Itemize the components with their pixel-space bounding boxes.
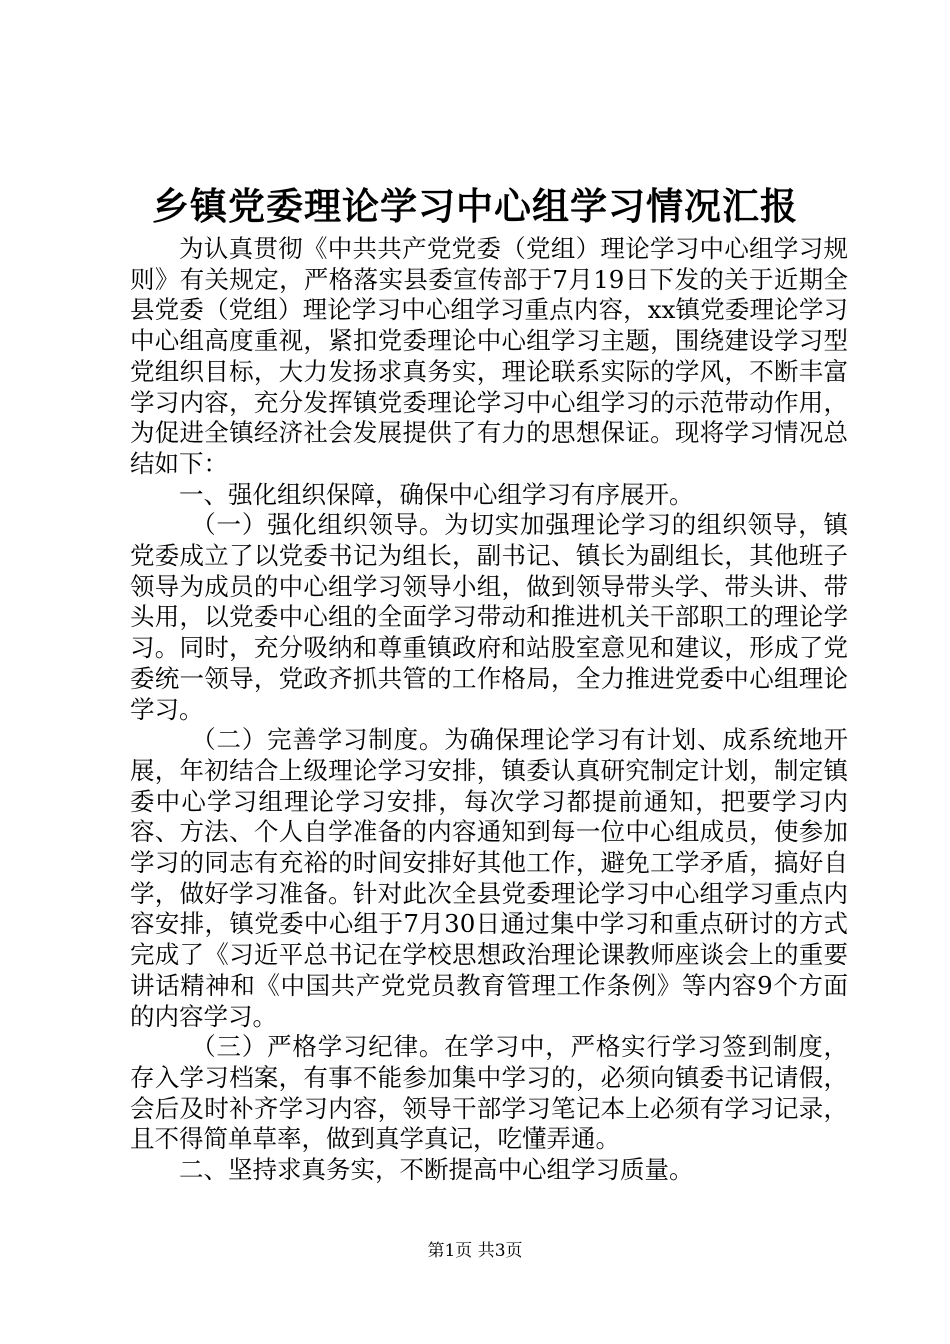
document-body [130,234,848,1186]
intro-paragraph: 为认真贯彻《中共共产党党委（党组）理论学习中心组学习规则》有关规定，严格落实县委宣传部于7月19日下发的关于近期全县党委（党组）理论学习中心组学习重点内容，xx镇党委理论学习中心组高度重视，紧扣党委理论中心组学习主题，围绕建设学习型党组织目标，大力发扬求真务实，理论联系实际的学风，不断丰富学习内容，充分发挥镇党委理论学习中心组学习的示范带动作用，为促进全镇经济社会发展提供了有力的思想保证。现将学习情况总结如下： [130,234,848,478]
subsection-paragraph-3: （三）严格学习纪律。在学习中，严格实行学习签到制度，存入学习档案，有事不能参加集中学习的，必须向镇委书记请假，会后及时补齐学习内容，领导干部学习笔记本上必须有学习记录，且不得简单草率，做到真学真记，吃懂弄通。 [130,1032,848,1154]
section-heading-1: 一、强化组织保障，确保中心组学习有序展开。 [179,479,694,509]
section-heading-2: 二、坚持求真务实，不断提高中心组学习质量。 [179,1155,694,1185]
subsection-paragraph-2: （二）完善学习制度。为确保理论学习有计划、成系统地开展，年初结合上级理论学习安排，镇委认真研究制定计划，制定镇委中心学习组理论学习安排，每次学习都提前通知，把要学习内容、方法、个人自学准备的内容通知到每一位中心组成员，使参加学习的同志有充裕的时间安排好其他工作，避免工学矛盾，搞好自学，做好学习准备。针对此次全县党委理论学习中心组学习重点内容安排，镇党委中心组于7月30日通过集中学习和重点研讨的方式完成了《习近平总书记在学校思想政治理论课教师座谈会上的重要讲话精神和《中国共产党党员教育管理工作条例》等内容9个方面的内容学习。 [130,725,848,1031]
page-number-footer: 第1页 共3页 [427,1241,523,1261]
subsection-paragraph-1: （一）强化组织领导。为切实加强理论学习的组织领导，镇党委成立了以党委书记为组长，副书记、镇长为副组长，其他班子领导为成员的中心组学习领导小组，做到领导带头学、带头讲、带头用，以党委中心组的全面学习带动和推进机关干部职工的理论学习。同时，充分吸纳和尊重镇政府和站股室意见和建议，形成了党委统一领导，党政齐抓共管的工作格局，全力推进党委中心组理论学习。 [130,510,848,724]
document-title: 乡镇党委理论学习中心组学习情况汇报 [152,184,798,228]
